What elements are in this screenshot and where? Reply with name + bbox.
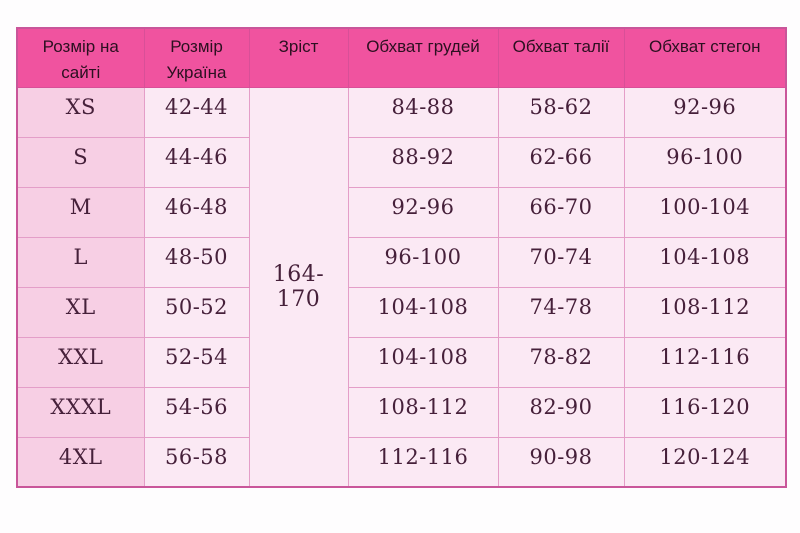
waist-cell: 90-98 (498, 437, 624, 487)
table-row (17, 87, 786, 137)
ukraine-size-cell: 48-50 (144, 237, 249, 287)
ukraine-size-cell: 54-56 (144, 387, 249, 437)
header-waist: Обхват талії (498, 28, 624, 87)
header-row (17, 28, 786, 87)
table-row (17, 287, 786, 337)
hips-cell: 108-112 (624, 287, 786, 337)
waist-cell: 58-62 (498, 87, 624, 137)
site-size-cell: XL (17, 287, 144, 337)
chest-cell: 88-92 (348, 137, 498, 187)
hips-cell: 96-100 (624, 137, 786, 187)
hips-cell: 120-124 (624, 437, 786, 487)
waist-cell: 62-66 (498, 137, 624, 187)
hips-cell: 112-116 (624, 337, 786, 387)
header-height: Зріст (249, 28, 348, 87)
chest-cell: 92-96 (348, 187, 498, 237)
site-size-cell: XXXL (17, 387, 144, 437)
ukraine-size-cell: 50-52 (144, 287, 249, 337)
site-size-cell: 4XL (17, 437, 144, 487)
header-chest: Обхват грудей (348, 28, 498, 87)
waist-cell: 74-78 (498, 287, 624, 337)
hips-cell: 116-120 (624, 387, 786, 437)
chest-cell: 112-116 (348, 437, 498, 487)
table-row (17, 237, 786, 287)
waist-cell: 78-82 (498, 337, 624, 387)
waist-cell: 82-90 (498, 387, 624, 437)
chest-cell: 104-108 (348, 337, 498, 387)
ukraine-size-cell: 42-44 (144, 87, 249, 137)
table-row (17, 187, 786, 237)
size-chart-table (16, 27, 787, 488)
waist-cell: 66-70 (498, 187, 624, 237)
chest-cell: 96-100 (348, 237, 498, 287)
site-size-cell: M (17, 187, 144, 237)
hips-cell: 104-108 (624, 237, 786, 287)
ukraine-size-cell: 52-54 (144, 337, 249, 387)
site-size-cell: XXL (17, 337, 144, 387)
ukraine-size-cell: 46-48 (144, 187, 249, 237)
chest-cell: 104-108 (348, 287, 498, 337)
height-merged-cell: 164-170 (249, 87, 348, 487)
header-hips: Обхват стегон (624, 28, 786, 87)
site-size-cell: S (17, 137, 144, 187)
site-size-cell: L (17, 237, 144, 287)
table-row (17, 137, 786, 187)
chest-cell: 108-112 (348, 387, 498, 437)
chest-cell: 84-88 (348, 87, 498, 137)
waist-cell: 70-74 (498, 237, 624, 287)
table-row (17, 387, 786, 437)
site-size-cell: XS (17, 87, 144, 137)
hips-cell: 92-96 (624, 87, 786, 137)
ukraine-size-cell: 44-46 (144, 137, 249, 187)
table-row (17, 437, 786, 487)
ukraine-size-cell: 56-58 (144, 437, 249, 487)
hips-cell: 100-104 (624, 187, 786, 237)
header-size-site: Розмір на сайті (17, 28, 144, 87)
header-size-ukraine: Розмір Україна (144, 28, 249, 87)
table-row (17, 337, 786, 387)
